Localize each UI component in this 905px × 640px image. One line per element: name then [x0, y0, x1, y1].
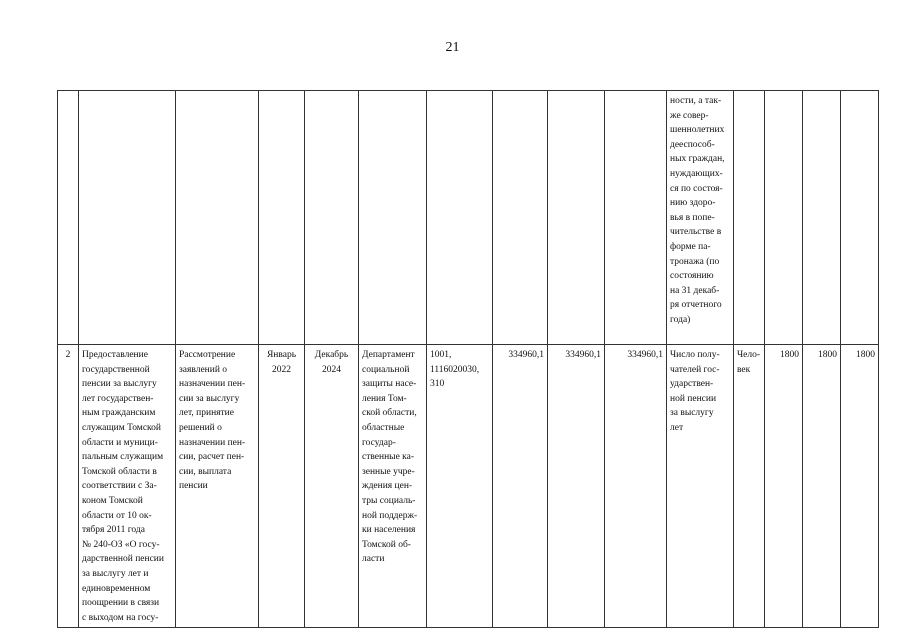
cell-name: Предоставление государственной пенсии за выслугу лет государствен- ным гражданским служащим Томской области и муници- пальным служащим Томской области в соответствии с За- коном Томской области от 10 ок- тября 2011 года № 240-ОЗ «О госу- дарственной пенсии за выслугу лет и единовременном поощрении в связи с выходом на госу-: [79, 345, 176, 628]
cell-code: 1001, 1116020030, 310: [427, 345, 493, 628]
page-number: 21: [445, 40, 460, 55]
cell-amount-1: 334960,1: [493, 345, 548, 628]
cell-value-2: 1800: [803, 345, 841, 628]
cell-indicator: ности, а так- же совер- шеннолетних дееспособ- ных граждан, нуждающих- ся по состоя- нию здоро- вья в попе- чительстве в форме па- тронажа (по состоянию на 31 декаб- ря отчетного года): [667, 91, 734, 345]
cell-name: [79, 91, 176, 345]
cell-executor: [359, 91, 427, 345]
cell-amount-2: 334960,1: [548, 345, 605, 628]
cell-number: 2: [58, 345, 79, 628]
table-row: [58, 345, 879, 628]
cell-indicator: Число полу- чателей гос- ударствен- ной пенсии за выслугу лет: [667, 345, 734, 628]
cell-value-1: 1800: [765, 345, 803, 628]
cell-amount-1: [493, 91, 548, 345]
cell-value-2: [803, 91, 841, 345]
table-row: [58, 91, 879, 345]
cell-amount-3: 334960,1: [605, 345, 667, 628]
program-table: [57, 90, 879, 628]
cell-unit: [734, 91, 765, 345]
cell-amount-2: [548, 91, 605, 345]
cell-unit: Чело- век: [734, 345, 765, 628]
cell-end: [305, 91, 359, 345]
cell-start: Январь 2022: [259, 345, 305, 628]
cell-end: Декабрь 2024: [305, 345, 359, 628]
cell-code: [427, 91, 493, 345]
cell-value-3: 1800: [841, 345, 879, 628]
cell-executor: Департамент социальной защиты насе- ления Том- ской области, областные государ- ственные ка- зенные учре- ждения цен- тры социаль- ной поддерж- ки населения Томской об- ласти: [359, 345, 427, 628]
cell-start: [259, 91, 305, 345]
cell-value-3: [841, 91, 879, 345]
cell-amount-3: [605, 91, 667, 345]
cell-number: [58, 91, 79, 345]
cell-content: [176, 91, 259, 345]
cell-content: Рассмотрение заявлений о назначении пен- сии за выслугу лет, принятие решений о назначении пен- сии, расчет пен- сии, выплата пенсии: [176, 345, 259, 628]
cell-value-1: [765, 91, 803, 345]
